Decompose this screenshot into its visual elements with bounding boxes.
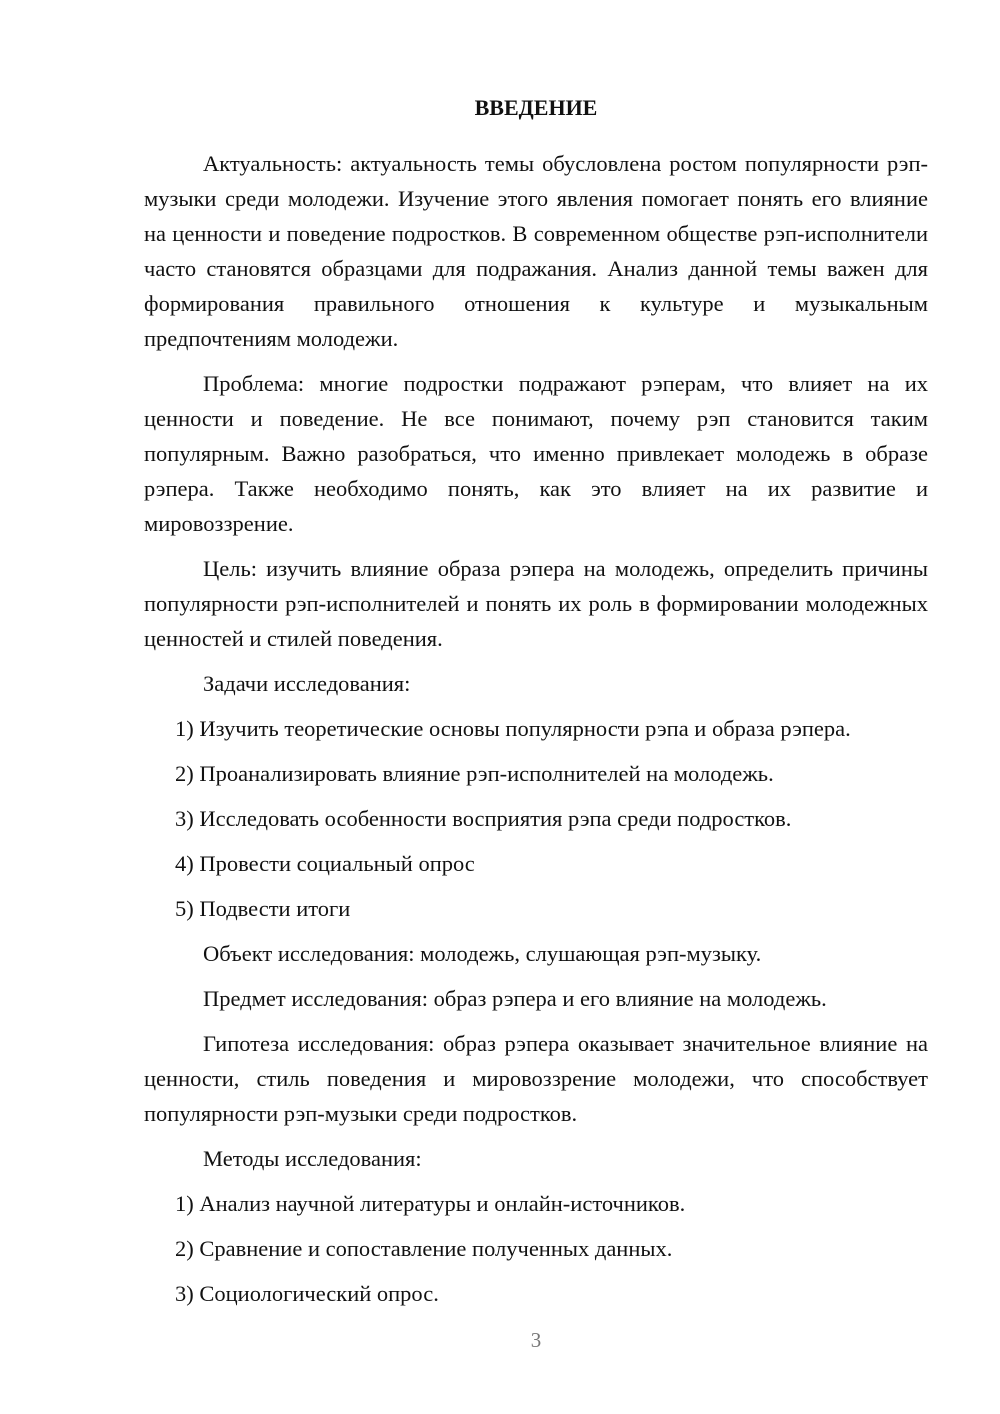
- list-item: 4) Провести социальный опрос: [175, 851, 475, 876]
- page-title: ВВЕДЕНИЕ: [474, 95, 598, 120]
- tasks-list: [144, 711, 928, 926]
- list-item: 3) Исследовать особенности восприятия рэпа среди подростков.: [175, 806, 792, 831]
- list-item: 3) Социологический опрос.: [175, 1281, 439, 1306]
- methods-heading: Методы исследования:: [203, 1146, 422, 1171]
- list-item: 1) Анализ научной литературы и онлайн-источников.: [175, 1191, 686, 1216]
- list-item: 2) Проанализировать влияние рэп-исполнителей на молодежь.: [175, 761, 774, 786]
- page-number: 3: [530, 1328, 542, 1352]
- document-body: [144, 92, 928, 1321]
- object-line: Объект исследования: молодежь, слушающая рэп-музыку.: [203, 941, 762, 966]
- problem-paragraph: Проблема: многие подростки подражают рэперам, что влияет на их ценности и поведение. Не все понимают, почему рэп становится таким популярным. Важно разобраться, что именно привлекает молодежь в образе рэпера. Также необходимо понять, как это влияет на их развитие и мировоззрение.: [144, 371, 928, 536]
- hypothesis-paragraph: Гипотеза исследования: образ рэпера оказывает значительное влияние на ценности, стиль поведения и мировоззрение молодежи, что способствует популярности рэп-музыки среди подростков.: [144, 1031, 928, 1126]
- list-item: 1) Изучить теоретические основы популярности рэпа и образа рэпера.: [175, 716, 851, 741]
- goal-paragraph: Цель: изучить влияние образа рэпера на молодежь, определить причины популярности рэп-исполнителей и понять их роль в формировании молодежных ценностей и стилей поведения.: [144, 556, 928, 651]
- subject-line: Предмет исследования: образ рэпера и его влияние на молодежь.: [203, 986, 827, 1011]
- list-item: 2) Сравнение и сопоставление полученных данных.: [175, 1236, 673, 1261]
- relevance-paragraph: Актуальность: актуальность темы обусловлена ростом популярности рэп-музыки среди молодежи. Изучение этого явления помогает понять его влияние на ценности и поведение подростков. В современном обществе рэп-исполнители часто становятся образцами для подражания. Анализ данной темы важен для формирования правильного отношения к культуре и музыкальным предпочтениям молодежи.: [144, 151, 928, 351]
- list-item: 5) Подвести итоги: [175, 896, 351, 921]
- methods-list: [144, 1186, 928, 1311]
- tasks-heading: Задачи исследования:: [203, 671, 411, 696]
